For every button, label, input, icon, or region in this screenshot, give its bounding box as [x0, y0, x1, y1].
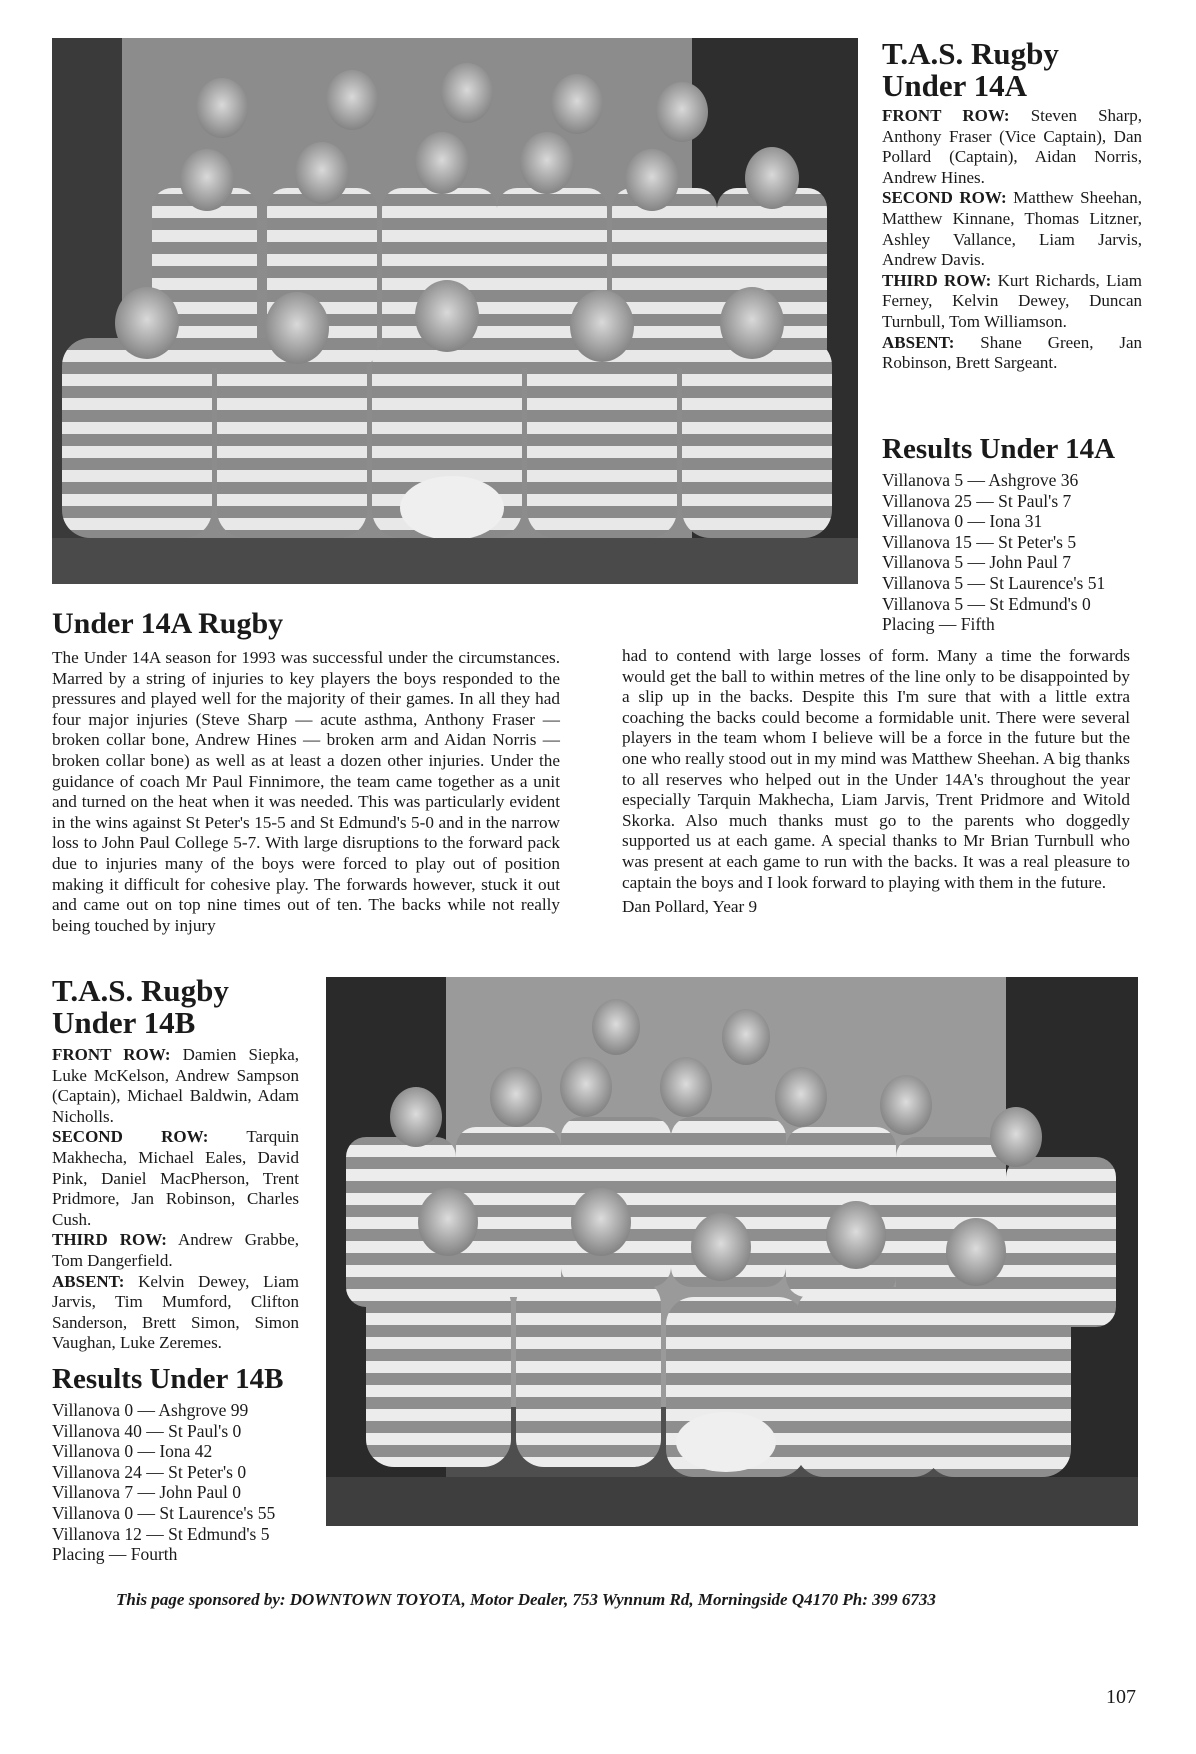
report-paragraph-left: The Under 14A season for 1993 was successful under the circumstances. Marred by a string of injuries to key players the boys responded to the pressures and played well for the majority of their games. In all they had four major injuries (Steve Sharp — acute asthma, Anthony Fraser — broken collar bone, Andrew Hines — broken arm and Aidan Norris — broken collar bone) as well as at least a dozen other injuries. Under the guidance of coach Mr Paul Finnimore, the team came together as a unit and turned on the heat when it was needed. This was particularly evident in the wins against St Peter's 15-5 and St Edmund's 5-0 and in the narrow loss to John Paul College 5-7. With large disruptions to the forward pack due to injuries many of the boys were forced to play out of position making it difficult for cohesive play. The forwards however, stuck it out and came out on top nine times out of ten. The backs while not really being touched by injury: [52, 648, 560, 935]
roster-names: Matthew Sheehan, Matthew Kinnane, Thomas Litzner, Ashley Vallance, Liam Jarvis, Andrew Davis.: [882, 188, 1142, 270]
team-b-results-list: [52, 1400, 322, 1565]
roster-label: FRONT ROW:: [882, 106, 1010, 125]
result-item: Villanova 0 — Ashgrove 99: [52, 1400, 249, 1420]
roster-label: THIRD ROW:: [882, 270, 992, 290]
team-a-third-row: [882, 271, 1142, 333]
report-author: Dan Pollard, Year 9: [622, 897, 758, 917]
team-photo-14b-illustration: [326, 977, 1138, 1526]
team-photo-under-14b: [326, 977, 1138, 1526]
team-b-results: [52, 1362, 322, 1565]
roster-label: SECOND ROW:: [882, 188, 1007, 208]
team-a-second-row: [882, 188, 1142, 270]
result-item: Villanova 5 — John Paul 7: [882, 552, 1072, 573]
roster-names: Shane Green, Jan Robinson, Brett Sargeant.: [882, 332, 1142, 373]
result-item: Villanova 5 — St Laurence's 51: [882, 572, 1106, 593]
result-item: Placing — Fourth: [52, 1544, 178, 1565]
result-item: Villanova 12 — St Edmund's 5: [52, 1523, 270, 1544]
team-b-front-row: [52, 1045, 299, 1127]
report-paragraph-right: had to contend with large losses of form. Many a time the forwards would get the ball to within metres of the line only to be disappointed by a slip up in the backs. Despite this I'm sure that with a little extra coaching the backs could become a formidable unit. There were several players in the team whom I believe will be a force in the future but the one who really stood out in my mind was Matthew Sheehan. A big thanks to all reserves who helped out in the Under 14A's throughout the year especially Tarquin Makhecha, Liam Jarvis, Trent Pridmore and Witold Skorka. Also much thanks must go to the parents who doggedly supported us at each game. A special thanks to Mr Brian Turnbull who was present at each game to run with the backs. It was a real pleasure to captain the boys and I look forward to playing with them in the future.: [622, 646, 1130, 892]
roster-label: THIRD ROW:: [52, 1230, 167, 1250]
result-item: Villanova 5 — St Edmund's 0: [882, 593, 1091, 614]
result-item: Villanova 15 — St Peter's 5: [882, 531, 1077, 552]
team-a-results-title: Results Under 14A: [882, 433, 1116, 465]
team-photo-14a-illustration: [52, 38, 858, 584]
team-b-third-row: [52, 1230, 299, 1271]
report-title: Under 14A Rugby: [52, 607, 284, 640]
result-item: Villanova 0 — Iona 31: [882, 511, 1043, 532]
roster-label: ABSENT:: [52, 1271, 125, 1291]
result-item: Villanova 7 — John Paul 0: [52, 1482, 242, 1503]
sponsor-line: This page sponsored by: DOWNTOWN TOYOTA, Motor Dealer, 753 Wynnum Rd, Morningside Q4170 Ph: 399 6733: [116, 1590, 936, 1609]
roster-names: Kelvin Dewey, Liam Jarvis, Tim Mumford, Clifton Sanderson, Brett Simon, Simon Vaughan, Luke Zeremes.: [52, 1271, 300, 1353]
result-item: Villanova 24 — St Peter's 0: [52, 1461, 247, 1482]
roster-label: FRONT ROW:: [52, 1045, 171, 1064]
roster-names: Damien Siepka, Luke McKelson, Andrew Sampson (Captain), Michael Baldwin, Adam Nicholls.: [52, 1045, 299, 1126]
roster-label: ABSENT:: [882, 332, 955, 352]
team-photo-under-14a: [52, 38, 858, 584]
team-a-roster-block: [882, 38, 1142, 374]
result-item: Villanova 5 — Ashgrove 36: [882, 470, 1079, 490]
team-b-results-title: Results Under 14B: [52, 1363, 284, 1395]
team-a-results: [882, 432, 1162, 635]
result-item: Villanova 0 — St Laurence's 55: [52, 1502, 276, 1523]
team-b-roster-block: [52, 975, 299, 1354]
team-a-results-list: [882, 470, 1162, 635]
roster-names: Steven Sharp, Anthony Fraser (Vice Captain), Dan Pollard (Captain), Aidan Norris, Andrew Hines.: [882, 106, 1142, 187]
team-b-second-row: [52, 1127, 299, 1230]
team-a-absent: [882, 333, 1142, 374]
team-a-front-row: [882, 106, 1142, 188]
page-number: 107: [1106, 1686, 1136, 1708]
roster-names: Tarquin Makhecha, Michael Eales, David Pink, Daniel MacPherson, Trent Pridmore, Jan Robinson, Charles Cush.: [52, 1127, 299, 1229]
team-b-absent: [52, 1272, 299, 1354]
result-item: Villanova 40 — St Paul's 0: [52, 1420, 242, 1441]
report-right-column: [622, 646, 1130, 918]
result-item: Villanova 0 — Iona 42: [52, 1441, 213, 1462]
result-item: Villanova 25 — St Paul's 7: [882, 490, 1072, 511]
team-a-title: T.A.S. Rugby Under 14A: [882, 36, 1059, 103]
roster-names: Kurt Richards, Liam Ferney, Kelvin Dewey, Duncan Turnbull, Tom Williamson.: [882, 270, 1142, 331]
result-item: Placing — Fifth: [882, 614, 995, 635]
roster-names: Andrew Grabbe, Tom Dangerfield.: [52, 1230, 299, 1270]
team-b-title: T.A.S. Rugby Under 14B: [52, 973, 229, 1040]
roster-label: SECOND ROW:: [52, 1127, 209, 1147]
